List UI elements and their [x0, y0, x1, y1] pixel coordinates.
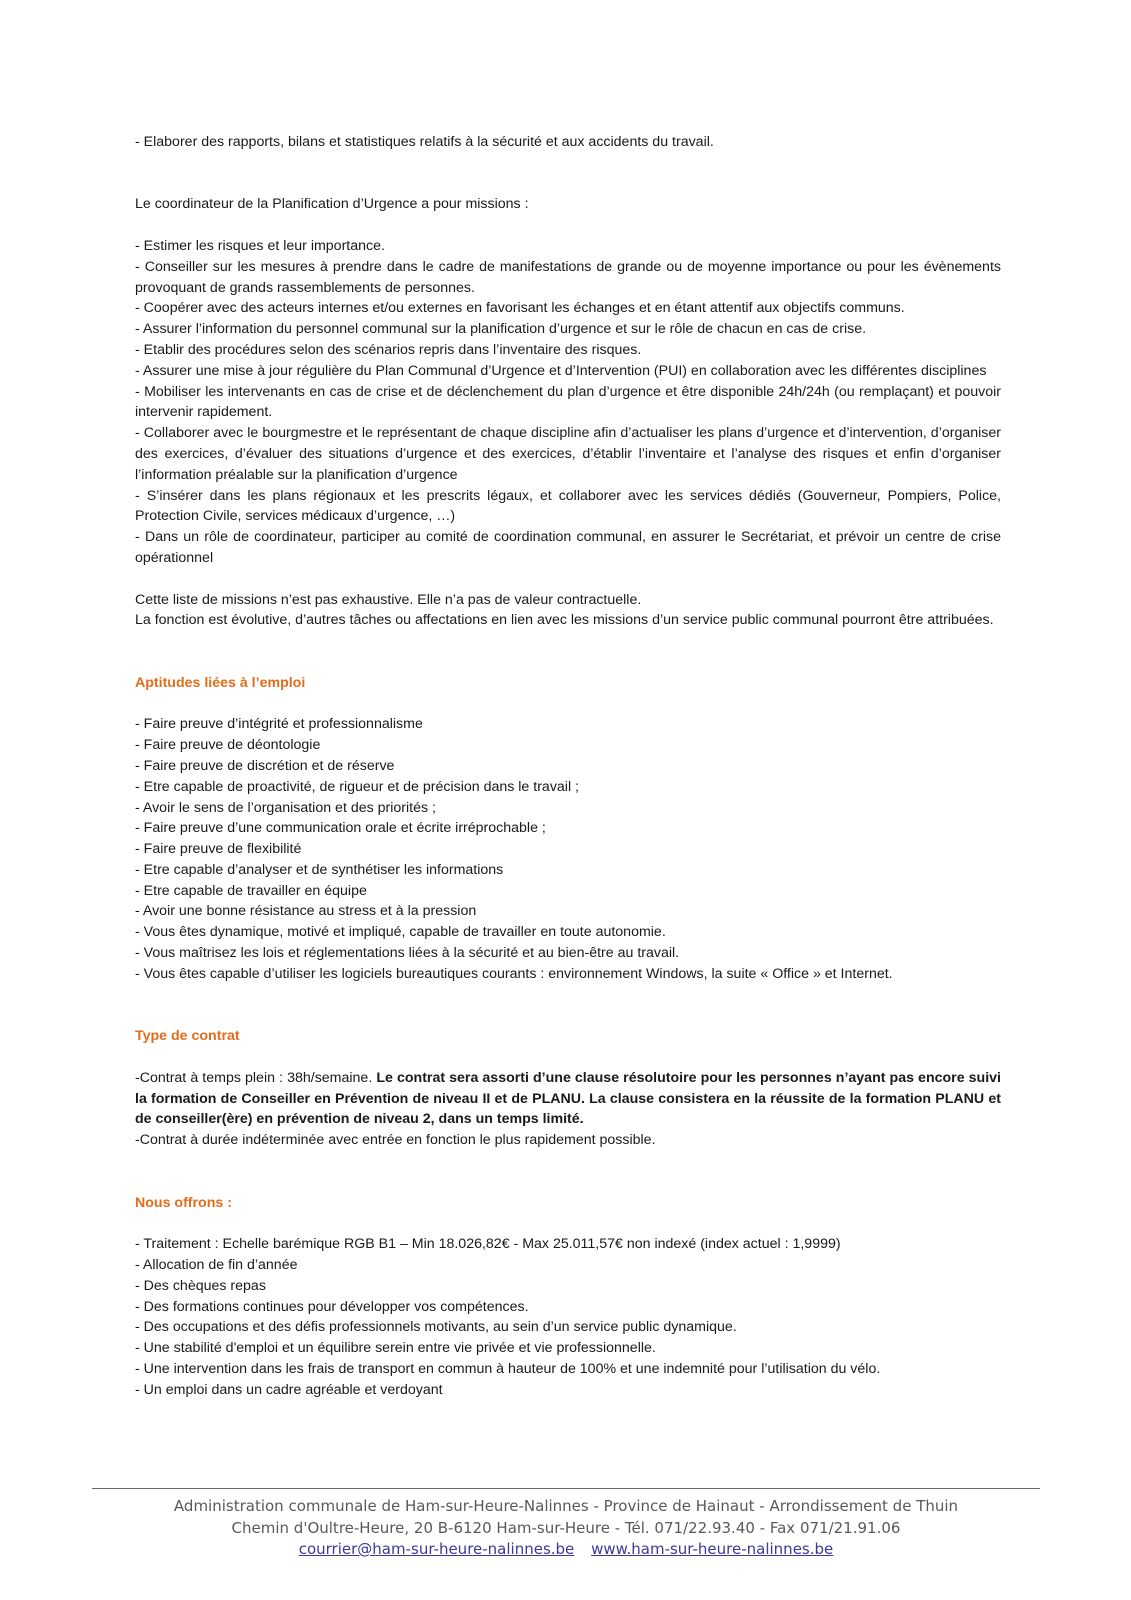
list-item: - Mobiliser les intervenants en cas de crise et de déclenchement du plan d’urgence et être disponible 24h/24h (ou remplaçant) et pouvoir intervenir rapidement. [135, 383, 1001, 421]
offer-heading: Nous offrons : [135, 1194, 232, 1211]
list-item: - Vous êtes dynamique, motivé et impliqué, capable de travailler en toute autonomie. [135, 924, 666, 941]
list-item: - Faire preuve d’une communication orale et écrite irréprochable ; [135, 820, 546, 837]
contract-duration: -Contrat à durée indéterminée avec entrée en fonction le plus rapidement possible. [135, 1132, 656, 1149]
footer-divider [92, 1488, 1040, 1489]
list-item: - Vous maîtrisez les lois et réglementations liées à la sécurité et au bien-être au travail. [135, 945, 680, 962]
list-item: - Estimer les risques et leur importance. [135, 237, 385, 254]
coordinator-intro: Le coordinateur de la Planification d’Urgence a pour missions : [135, 196, 529, 213]
footer [92, 1496, 1040, 1561]
list-item: - Avoir le sens de l’organisation et des priorités ; [135, 799, 436, 816]
intro-item: - Elaborer des rapports, bilans et statistiques relatifs à la sécurité et aux accidents du travail. [135, 134, 714, 150]
offer-list [135, 1234, 1001, 1400]
coordinator-missions-list [135, 236, 1001, 569]
list-item: - Une intervention dans les frais de transport en commun à hauteur de 100% et une indemnité pour l’utilisation du vélo. [135, 1361, 881, 1378]
contract-terms [135, 1068, 1001, 1130]
list-item: - Une stabilité d'emploi et un équilibre serein entre vie privée et vie professionnelle. [135, 1340, 656, 1357]
list-item: - Dans un rôle de coordinateur, participer au comité de coordination communal, en assurer le Secrétariat, et prévoir un centre de crise opérationnel [135, 529, 1001, 566]
list-item: - Faire preuve de discrétion et de réserve [135, 757, 395, 774]
email-link[interactable]: courrier@ham-sur-heure-nalinnes.be [298, 1540, 575, 1558]
aptitudes-heading: Aptitudes liées à l’emploi [135, 674, 306, 691]
list-item: - Des formations continues pour développer vos compétences. [135, 1298, 529, 1315]
list-item: - Des occupations et des défis professionnels motivants, au sein d’un service public dynamique. [135, 1319, 737, 1336]
list-item: - Allocation de fin d’année [135, 1257, 298, 1274]
list-item: - Etre capable de travailler en équipe [135, 882, 367, 899]
list-item: - S’insérer dans les plans régionaux et les prescrits légaux, et collaborer avec les services dédiés (Gouverneur, Pompiers, Police, Protection Civile, services médicaux d’urgence, …) [135, 487, 1001, 525]
footer-address-line-2: Chemin d'Oultre-Heure, 20 B-6120 Ham-sur-Heure - Tél. 071/22.93.40 - Fax 071/21.91.06 [231, 1518, 901, 1537]
function-note: La fonction est évolutive, d’autres tâches ou affectations en lien avec les missions d’un service public communal pourront être attribuées. [135, 612, 994, 629]
contract-hours: -Contrat à temps plein : 38h/semaine. [135, 1069, 377, 1086]
list-item: - Assurer une mise à jour régulière du Plan Communal d’Urgence et d’Intervention (PUI) en collaboration avec les différentes disciplines [135, 362, 987, 379]
list-item: - Un emploi dans un cadre agréable et verdoyant [135, 1381, 443, 1398]
website-link[interactable]: www.ham-sur-heure-nalinnes.be [591, 1540, 834, 1558]
list-item: - Vous êtes capable d’utiliser les logiciels bureautiques courants : environnement Windows, la suite « Office » et Internet. [135, 965, 893, 982]
list-item: - Traitement : Echelle barémique RGB B1 – Min 18.026,82€ - Max 25.011,57€ non indexé (index actuel : 1,9999) [135, 1236, 841, 1253]
footer-links [92, 1539, 1040, 1561]
document-body [135, 132, 1001, 1401]
list-item: - Faire preuve de flexibilité [135, 841, 302, 858]
list-item: - Des chèques repas [135, 1277, 266, 1294]
list-item: - Faire preuve d’intégrité et professionnalisme [135, 716, 423, 733]
list-item: - Coopérer avec des acteurs internes et/ou externes en favorisant les échanges et en étant attentif aux objectifs communs. [135, 300, 905, 317]
contract-heading: Type de contrat [135, 1028, 240, 1045]
list-item: - Avoir une bonne résistance au stress et à la pression [135, 903, 477, 920]
contract-clause: Le contrat sera assorti d’une clause résolutoire pour les personnes n’ayant pas encore suivi la formation de Conseiller en Prévention de niveau II et de PLANU. La clause consistera en la réussite de la formation PLANU et de conseiller(ère) en prévention de niveau 2, dans un temps limité. [135, 1069, 1001, 1128]
list-item: - Etablir des procédures selon des scénarios repris dans l’inventaire des risques. [135, 341, 642, 358]
footer-address-line-1: Administration communale de Ham-sur-Heure-Nalinnes - Province de Hainaut - Arrondissement de Thuin [173, 1497, 959, 1515]
list-item: - Conseiller sur les mesures à prendre dans le cadre de manifestations de grande ou de moyenne importance ou pour les évènements provoquant de grands rassemblements de personnes. [135, 258, 1001, 296]
aptitudes-list [135, 714, 1001, 984]
missions-note: Cette liste de missions n’est pas exhaustive. Elle n’a pas de valeur contractuelle. [135, 591, 642, 608]
list-item: - Collaborer avec le bourgmestre et le représentant de chaque discipline afin d’actualiser les plans d’urgence et d’intervention, d’organiser des exercices, d’évaluer des situations d’urgence et des exercices, d’établir l’inventaire et l’analyse des risques et enfin d’organiser l’information préalable sur la planification d’urgence [135, 425, 1001, 483]
list-item: - Etre capable d’analyser et de synthétiser les informations [135, 861, 504, 878]
list-item: - Assurer l’information du personnel communal sur la planification d’urgence et sur le rôle de chacun en cas de crise. [135, 321, 867, 338]
list-item: - Etre capable de proactivité, de rigueur et de précision dans le travail ; [135, 778, 579, 795]
list-item: - Faire preuve de déontologie [135, 737, 321, 754]
